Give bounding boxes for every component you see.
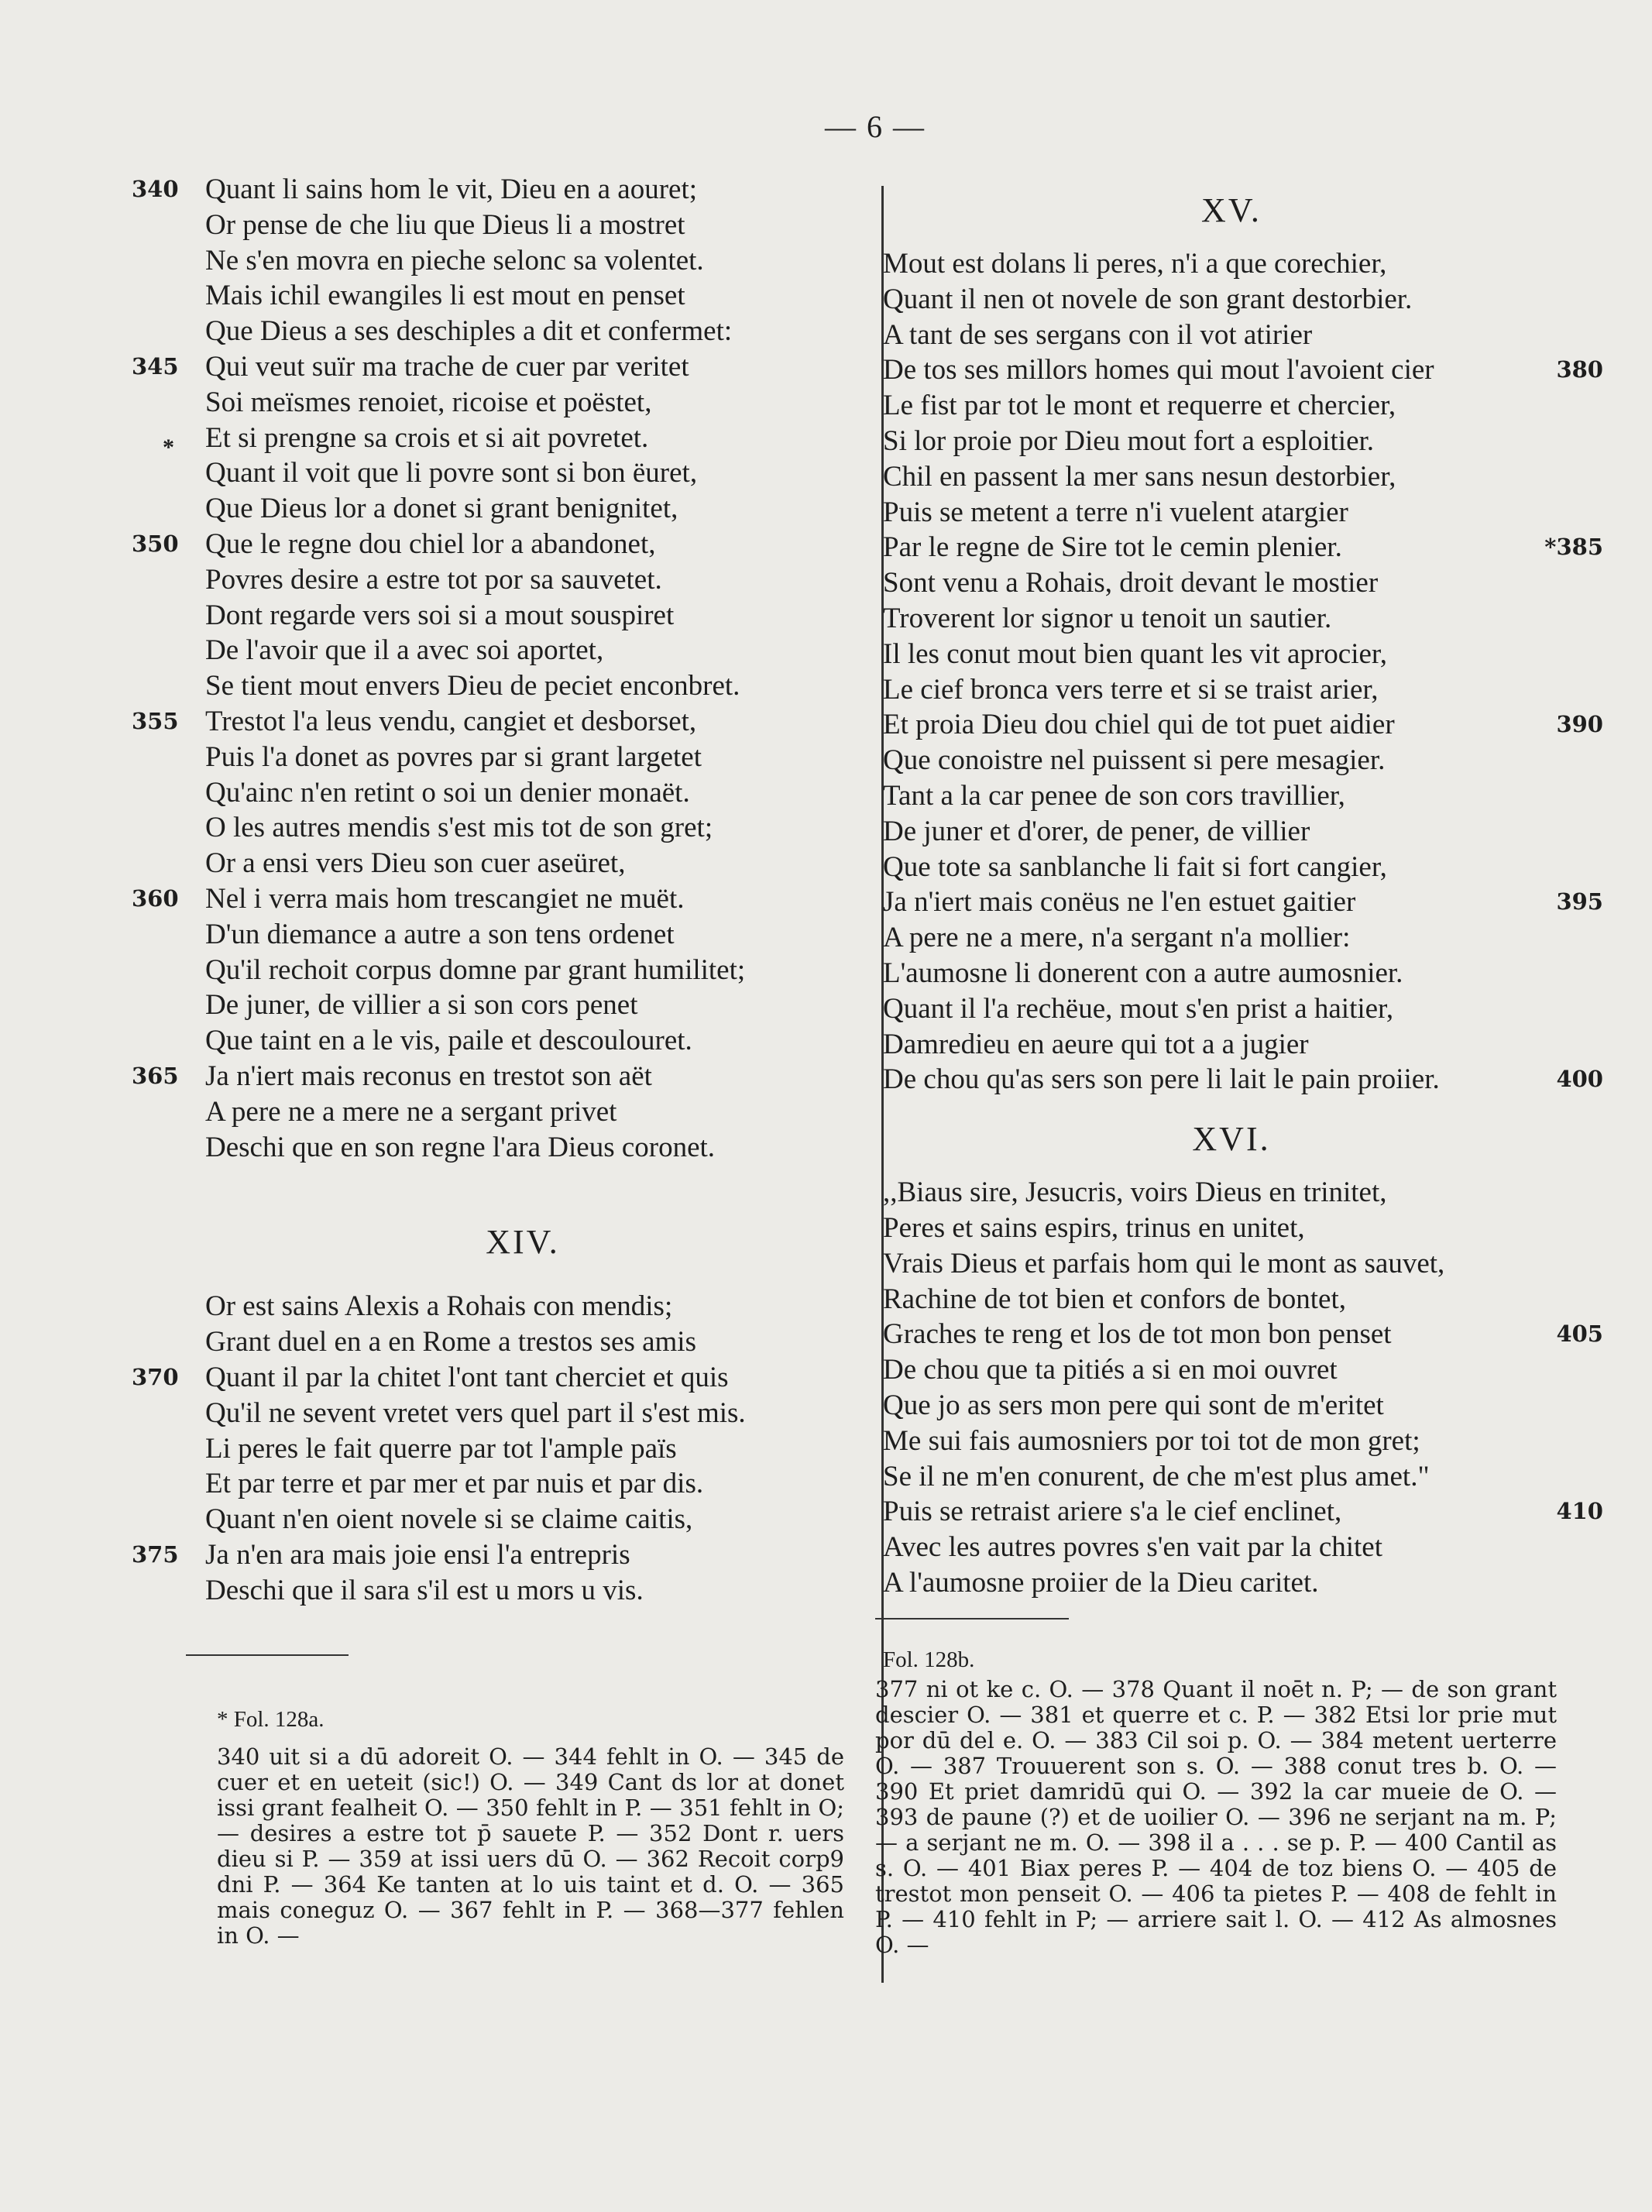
verse-line — [139, 1289, 867, 1324]
verse-line — [132, 527, 867, 562]
verse-number: 405 — [1556, 1321, 1603, 1348]
verse-line — [139, 598, 867, 634]
verse-text: Puis l'a donet as povres par si grant largetet — [205, 740, 702, 773]
verse-line — [139, 633, 867, 668]
verse-text: Par le regne de Sire tot le cemin plenier. — [883, 531, 1342, 564]
verse-text: Si lor proie por Dieu mout fort a esploitier. — [883, 424, 1375, 457]
verse-text: A pere ne a mere, n'a sergant n'a mollier: — [883, 922, 1351, 954]
verse-text: Ja n'iert mais reconus en trestot son aët — [205, 1060, 652, 1092]
verse-text: Deschi que en son regne l'ara Dieus coronet. — [205, 1131, 716, 1163]
verse-text: D'un diemance a autre a son tens ordenet — [205, 918, 675, 950]
verse-text: ,,Biaus sire, Jesucris, voirs Dieus en trinitet, — [883, 1176, 1387, 1209]
verse-line — [139, 1502, 867, 1537]
verse-line — [883, 530, 1603, 565]
verse-line — [139, 1396, 867, 1431]
verse-text: A l'aumosne proiier de la Dieu caritet. — [883, 1566, 1319, 1599]
verse-line — [883, 956, 1580, 991]
verse-text: Que tote sa sanblanche li fait si fort cangier, — [883, 850, 1387, 883]
verse-line — [132, 881, 867, 917]
verse-text: Qu'il rechoit corpus domne par grant humilitet; — [205, 953, 746, 986]
verse-line — [132, 172, 867, 208]
verse-text: Quant li sains hom le vit, Dieu en a aouret; — [205, 173, 698, 205]
verse-text: Or pense de che liu que Dieus li a mostret — [205, 208, 685, 241]
verse-line — [139, 917, 867, 953]
verse-text: Nel i verra mais hom trescangiet ne muët. — [205, 882, 685, 915]
verse-line — [139, 1094, 867, 1130]
verse-text: Qu'ainc n'en retint o soi un denier monaët. — [205, 776, 690, 809]
verse-line — [139, 491, 867, 527]
verse-text: Damredieu en aeure qui tot a a jugier — [883, 1028, 1309, 1060]
verse-text: Sont venu a Rohais, droit devant le mostier — [883, 567, 1379, 599]
footnotes: 377 ni ot ke c. O. — 378 Quant il noēt n. P; — de son grant descier O. — 381 et querre et c. P. — 382 Etsi lor prie mut por dū del e. O. — 383 Cil soi p. O. — 384 metent uerterre O. — 387 Trouuerent son s. O. — 388 conut tres b. O. — 390 Et priet damridū qui O. — 392 la car mueie de O. — 393 de paune (?) et de uoilier O. — 396 ne serjant na m. P; — a serjant ne m. O. — 398 il a . . . se p. P. — 400 Cantil as s. O. — 401 Biax peres P. — 404 de toz biens O. — 405 de trestot mon penseit O. — 406 ta pietes P. — 408 de fehlt in P. — 410 fehlt in P; — arriere sait l. O. — 412 As almosnes O. — — [875, 1675, 1557, 1958]
verse-text: Quant il voit que li povre sont si bon ëuret, — [205, 457, 698, 489]
verse-line — [883, 884, 1603, 920]
page-number: — 6 — — [825, 109, 926, 144]
verse-number: *385 — [1544, 534, 1603, 561]
verse-number: 400 — [1556, 1066, 1603, 1093]
verse-line — [883, 707, 1603, 743]
left-column — [132, 172, 867, 1949]
verse-number: 380 — [1556, 356, 1603, 383]
verse-text: Rachine de tot bien et confors de bontet, — [883, 1283, 1346, 1315]
verse-text: Et par terre et par mer et par nuis et par dis. — [205, 1468, 704, 1500]
right-column — [875, 172, 1603, 1958]
verse-text: O les autres mendis s'est mis tot de son gret; — [205, 812, 713, 844]
verse-text: A pere ne a mere ne a sergant privet — [205, 1095, 617, 1128]
stanza-heading-xiv: XIV. — [486, 1223, 560, 1262]
verse-line — [132, 704, 867, 740]
verse-line — [883, 743, 1580, 778]
verse-line — [883, 1317, 1603, 1352]
verse-text: Que conoistre nel puissent si pere mesagier. — [883, 744, 1386, 777]
verse-line — [139, 278, 867, 314]
verse-line — [139, 1130, 867, 1166]
verse-line — [883, 920, 1580, 956]
verse-line — [139, 1324, 867, 1360]
verse-line — [883, 565, 1580, 601]
verse-number: 360 — [132, 884, 179, 912]
verse-line — [883, 282, 1580, 318]
verse-text: Le cief bronca vers terre et si se traist arier, — [883, 673, 1379, 706]
verse-line — [132, 1059, 867, 1094]
verse-text: Et proia Dieu dou chiel qui de tot puet aidier — [883, 709, 1395, 741]
verse-line — [883, 424, 1580, 459]
verse-text: Ja n'iert mais conëus ne l'en estuet gaitier — [883, 886, 1356, 919]
verse-line — [883, 1211, 1580, 1246]
stanza-heading-xv: XV. — [1201, 191, 1262, 229]
verse-line — [883, 318, 1580, 353]
verse-text: Peres et sains espirs, trinus en unitet, — [883, 1211, 1305, 1244]
verse-line — [883, 850, 1580, 885]
verse-line — [139, 1466, 867, 1502]
stanza-xv — [883, 246, 1603, 1097]
stanza-xvi — [883, 1175, 1603, 1601]
verse-line — [139, 562, 867, 598]
verse-text: Mais ichil ewangiles li est mout en penset — [205, 280, 685, 312]
verse-number: 355 — [132, 707, 179, 734]
verse-text: Chil en passent la mer sans nesun destorbier, — [883, 460, 1396, 493]
verse-text: De chou que ta pitiés a si en moi ouvret — [883, 1354, 1338, 1386]
verse-text: Que jo as sers mon pere qui sont de m'eritet — [883, 1389, 1384, 1421]
verse-text: Li peres le fait querre par tot l'ample païs — [205, 1432, 677, 1465]
verse-text: Mout est dolans li peres, n'i a que corechier, — [883, 248, 1387, 280]
verse-text: De juner et d'orer, de pener, de villier — [883, 815, 1310, 847]
verse-line — [883, 1282, 1580, 1317]
verse-text: Quant il par la chitet l'ont tant cherciet et quis — [205, 1361, 729, 1393]
verse-line — [883, 388, 1580, 424]
verse-text: Soi meïsmes renoiet, ricoise et poëstet, — [205, 386, 652, 418]
stanza-xiv — [132, 1289, 867, 1608]
verse-line — [883, 495, 1580, 531]
verse-line — [883, 1565, 1580, 1601]
verse-text: Qui veut suïr ma trache de cuer par veritet — [205, 350, 689, 383]
verse-text: Que Dieus a ses deschiples a dit et confermet: — [205, 315, 733, 348]
verse-line — [132, 349, 867, 385]
verse-text: Quant il nen ot novele de son grant destorbier. — [883, 283, 1413, 315]
verse-text: Il les conut mout bien quant les vit aprocier, — [883, 637, 1387, 670]
verse-line — [883, 1175, 1580, 1211]
verse-text: Tant a la car penee de son cors travillier, — [883, 779, 1345, 812]
verse-line — [139, 740, 867, 775]
verse-text: Quant il l'a rechëue, mout s'en prist a haitier, — [883, 992, 1394, 1025]
verse-line — [139, 208, 867, 243]
verse-text: De tos ses millors homes qui mout l'avoient cier — [883, 354, 1434, 386]
verse-text: Ja n'en ara mais joie ensi l'a entrepris — [205, 1538, 630, 1571]
verse-line — [883, 1027, 1580, 1063]
verse-line — [139, 421, 867, 460]
verse-text: De juner, de villier a si son cors penet — [205, 989, 638, 1022]
verse-line — [139, 385, 867, 421]
folio-star-marker: * — [163, 434, 174, 460]
verse-line — [883, 672, 1580, 708]
verse-line — [883, 1459, 1580, 1495]
folio-marker: Fol. 128b. — [883, 1647, 975, 1672]
verse-line — [883, 1062, 1603, 1097]
stanza-xiii-cont — [132, 172, 867, 1165]
verse-text: Se il ne m'en conurent, de che m'est plus amet." — [883, 1460, 1430, 1492]
verse-text: Me sui fais aumosniers por toi tot de mon gret; — [883, 1424, 1420, 1457]
verse-line — [883, 1530, 1580, 1565]
verse-text: Ne s'en movra en pieche selonc sa volentet. — [205, 244, 704, 276]
verse-text: Trestot l'a leus vendu, cangiet et desborset, — [205, 705, 697, 737]
verse-number: 365 — [132, 1062, 179, 1089]
verse-text: Que le regne dou chiel lor a abandonet, — [205, 527, 656, 560]
verse-line — [883, 459, 1580, 495]
verse-text: Que Dieus lor a donet si grant benignitet, — [205, 493, 678, 525]
verse-text: Graches te reng et los de tot mon bon penset — [883, 1318, 1392, 1351]
footnote-rule — [186, 1654, 349, 1656]
verse-number: 345 — [132, 352, 179, 380]
verse-line — [139, 810, 867, 846]
verse-line — [883, 1246, 1580, 1282]
verse-text: Puis se retraist ariere s'a le cief enclinet, — [883, 1496, 1342, 1528]
verse-number: 410 — [1556, 1498, 1603, 1525]
verse-number: 340 — [132, 176, 179, 202]
verse-text: A tant de ses sergans con il vot atirier — [883, 318, 1313, 351]
verse-text: Povres desire a estre tot por sa sauvetet. — [205, 563, 662, 596]
verse-text: Quant n'en oient novele si se claime caitis, — [205, 1503, 693, 1536]
verse-text: Qu'il ne sevent vretet vers quel part il s'est mis. — [205, 1396, 746, 1429]
verse-line — [139, 775, 867, 811]
verse-line — [132, 1537, 867, 1573]
verse-text: Le fist par tot le mont et requerre et chercier, — [883, 390, 1396, 422]
verse-text: Or a ensi vers Dieu son cuer aseüret, — [205, 847, 626, 880]
verse-line — [139, 455, 867, 491]
verse-line — [883, 1424, 1580, 1459]
verse-number: 375 — [132, 1540, 179, 1568]
verse-line — [883, 1494, 1603, 1530]
verse-text: Deschi que il sara s'il est u mors u vis. — [205, 1574, 644, 1606]
verse-line — [139, 1573, 867, 1609]
verse-text: Se tient mout envers Dieu de peciet enconbret. — [205, 670, 740, 702]
verse-text: Or est sains Alexis a Rohais con mendis; — [205, 1290, 673, 1323]
verse-line — [883, 352, 1603, 388]
verse-line — [139, 846, 867, 881]
verse-text: Que taint en a le vis, paile et descoulouret. — [205, 1025, 692, 1057]
verse-text: Grant duel en a en Rome a trestos ses amis — [205, 1326, 696, 1358]
verse-line — [139, 668, 867, 704]
verse-line — [139, 988, 867, 1023]
verse-line — [883, 991, 1580, 1027]
verse-line — [883, 601, 1580, 637]
verse-line — [132, 1360, 867, 1396]
verse-line — [883, 1388, 1580, 1424]
verse-text: L'aumosne li donerent con a autre aumosnier. — [883, 957, 1403, 989]
verse-line — [139, 953, 867, 988]
verse-number: 370 — [132, 1363, 179, 1390]
verse-line — [883, 778, 1580, 814]
verse-number: 390 — [1556, 711, 1603, 738]
verse-line — [139, 314, 867, 349]
verse-line — [883, 637, 1580, 672]
stanza-heading-xvi: XVI. — [1192, 1120, 1271, 1159]
verse-text: De chou qu'as sers son pere li lait le pain proiier. — [883, 1063, 1440, 1096]
verse-number: 395 — [1556, 888, 1603, 915]
verse-line — [139, 243, 867, 279]
verse-text: Et si prengne sa crois et si ait povretet. — [205, 421, 649, 454]
verse-text: Dont regarde vers soi si a mout souspiret — [205, 599, 675, 631]
verse-line — [883, 246, 1580, 282]
verse-line — [139, 1431, 867, 1467]
verse-line — [883, 814, 1580, 850]
footnotes: 340 uit si a dū adoreit O. — 344 fehlt in O. — 345 de cuer et en ueteit (sic!) O. — 349 Cant ds lor at donet issi grant fealheit O. — 350 fehlt in P. — 351 fehlt in O; — desires a estre tot p̄ sauete P. — 352 Dont r. uers dieu si P. — 359 at issi uers dū O. — 362 Recoit corp9 dni P. — 364 Ke tanten at lo uis taint et d. O. — 365 mais coneguz O. — 367 fehlt in P. — 368—377 fehlen in O. — — [217, 1743, 844, 1949]
verse-line — [883, 1352, 1580, 1388]
verse-text: Puis se metent a terre n'i vuelent atargier — [883, 496, 1348, 528]
verse-text: Vrais Dieus et parfais hom qui le mont as sauvet, — [883, 1247, 1445, 1279]
folio-marker: * Fol. 128a. — [217, 1707, 325, 1733]
verse-text: Avec les autres povres s'en vait par la chitet — [883, 1531, 1383, 1564]
verse-text: De l'avoir que il a avec soi aportet, — [205, 634, 604, 667]
footnote-rule — [875, 1618, 1069, 1620]
verse-line — [139, 1023, 867, 1059]
verse-number: 350 — [132, 530, 179, 557]
verse-text: Troverent lor signor u tenoit un sautier. — [883, 602, 1332, 634]
